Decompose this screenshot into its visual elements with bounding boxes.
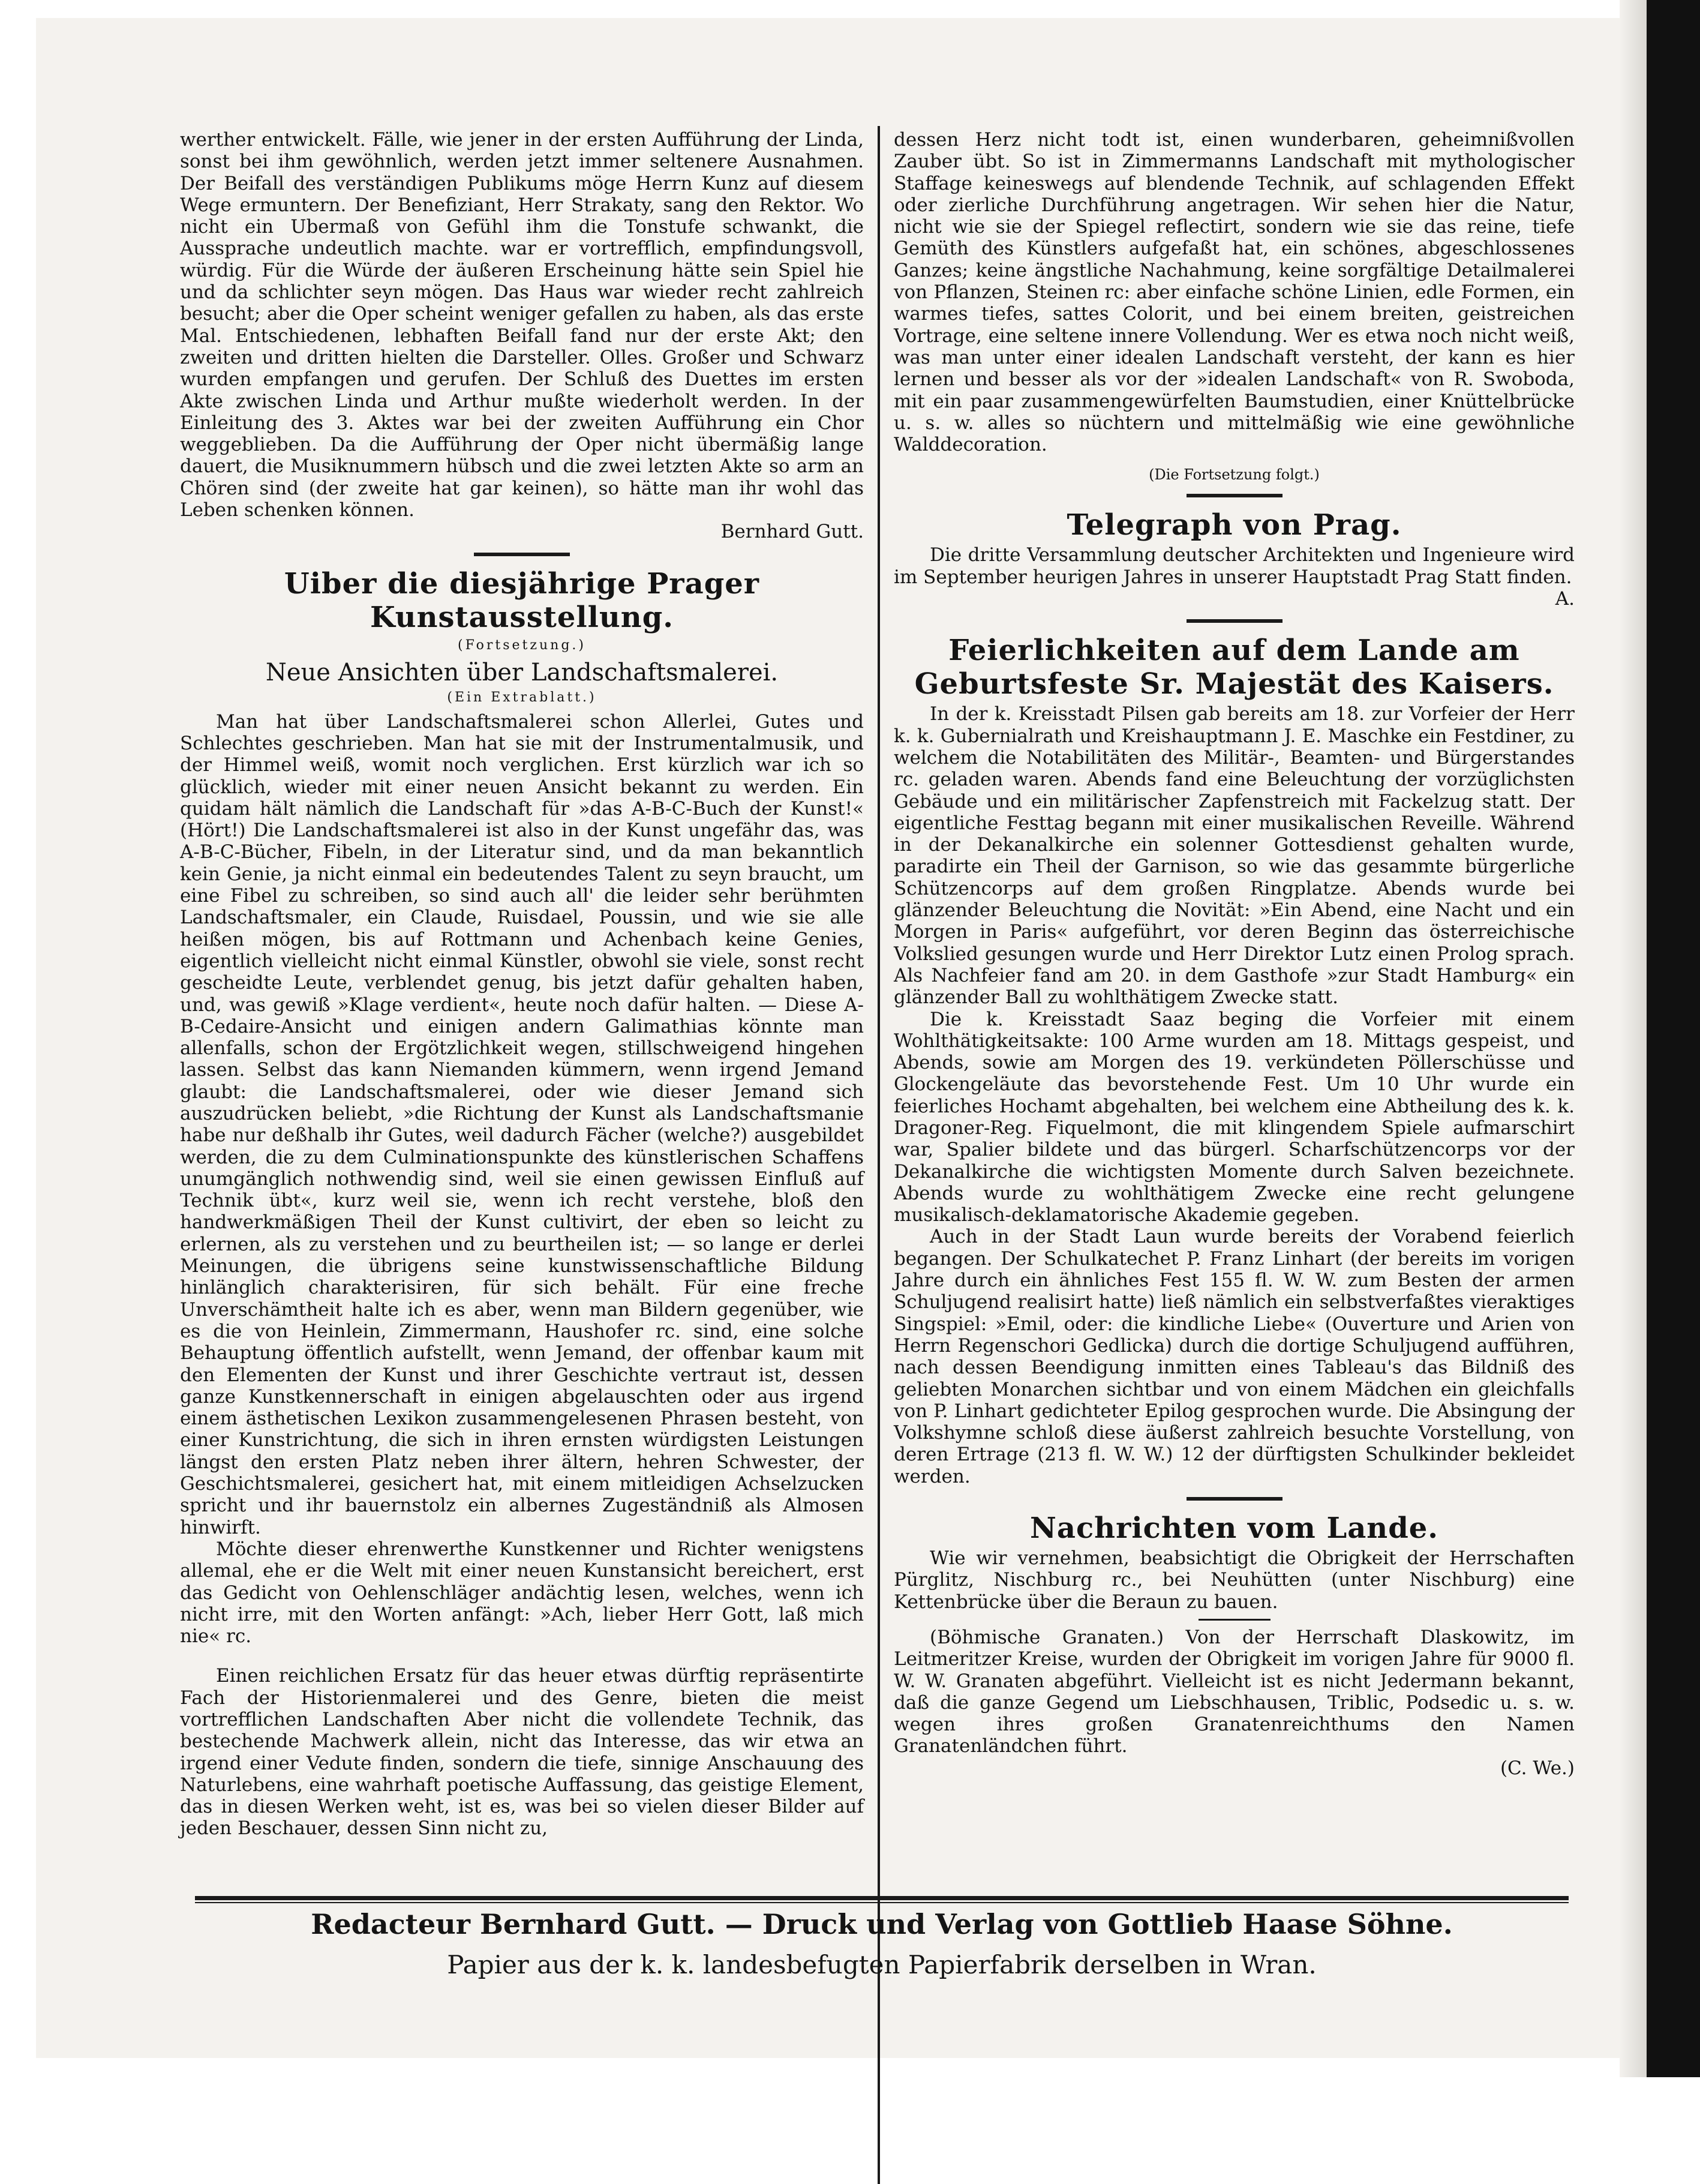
telegraph-signature: A. [1555, 588, 1575, 610]
scan-border [1647, 0, 1700, 2077]
telegraph-text: Die dritte Versammlung deutscher Architekten und Ingenieure wird im September heurigen Jahres in unserer Hauptstadt Prag Statt finden. [894, 544, 1575, 588]
continuation-note: (Die Fortsetzung folgt.) [1149, 466, 1320, 484]
celebration-paragraph: Die k. Kreisstadt Saaz beging die Vorfeier mit einem Wohlthätigkeitsakte: 100 Arme wurden am 18. Mittags gespeist, und Abends, sowie am Morgen des 19. verkündeten Pöllerschüsse und Glockengeläute das bevorstehende Fest. Um 10 Uhr wurde ein feierliches Hochamt abgehalten, bei welchem eine Abtheilung des k. k. Dragoner-Reg. Fiquelmont, die mit klingendem Spiele aufmarschirt war, Spalier bildete und das bürgerl. Scharfschützencorps vor der Dekanalkirche die wichtigsten Momente durch Salven bezeichnete. Abends wurde zu wohlthätigem Zwecke eine recht gelungene musikalisch-deklamatorische Akademie gegeben. [894, 1008, 1575, 1226]
small-rule [1199, 1619, 1271, 1621]
section-rule [1187, 619, 1282, 623]
article-heading: Uiber die diesjährige Prager Kunstausstellung. [284, 566, 760, 634]
celebration-heading: Feierlichkeiten auf dem Lande am Geburtsfeste Sr. Majestät des Kaisers. [914, 634, 1554, 701]
news-heading: Nachrichten vom Lande. [1029, 1511, 1439, 1546]
footer-rule [195, 1896, 1569, 1900]
imprint-editor: Redacteur Bernhard Gutt. — Druck und Verlag von Gottlieb Haase Söhne. [311, 1908, 1453, 1940]
section-rule [1187, 494, 1282, 497]
celebration-paragraph: Auch in der Stadt Laun wurde bereits der Vorabend feierlich begangen. Der Schulkatechet P. Franz Linhart (der bereits im vorigen Jahre durch ein ähnliches Fest 155 fl. W. W. zum Besten der armen Schuljugend realisirt hatte) ließ nämlich ein selbstverfaßtes vieraktiges Singspiel: »Emil, oder: die kindliche Liebe« (Ouverture und Arien von Herrn Regenschori Gedlicka) durch die dortige Schuljugend aufführen, nach dessen Beendigung inmitten eines Tableau's das Bildniß des geliebten Monarchen sichtbar und von einem Mädchen ein gleichfalls von P. Linhart gedichteter Epilog gesprochen wurde. Die Absingung der Volkshymne schloß diese äußerst zahlreich besuchte Vorstellung, von deren Ertrage (213 fl. W. W.) 12 der dürftigsten Schulkinder bekleidet werden. [894, 1226, 1575, 1487]
extra-note: (Ein Extrablatt.) [447, 689, 597, 705]
opera-review-text: werther entwickelt. Fälle, wie jener in der ersten Aufführung der Linda, sonst bei ihm gewöhnlich, werden jetzt immer seltenere Ausnahmen. Der Beifall des verständigen Publikums möge Herrn Kunz auf diesem Wege ermuntern. Der Benefiziant, Herr Strakaty, sang den Rektor. Wo nicht ein Ubermaß von Gefühl ihm die Tonstufe schwankt, die Aussprache undeutlich machte. war er vortrefflich, empfindungsvoll, würdig. Für die Würde der äußeren Erscheinung hätte sein Spiel hie und da schlichter seyn mögen. Das Haus war wieder recht zahlreich besucht; aber die Oper scheint weniger gefallen zu haben, als das erste Mal. Entschiedenen, lebhaften Beifall fand nur der erste Akt; den zweiten und dritten hielten die Darsteller. Olles. Großer und Schwarz wurden empfangen und gerufen. Der Schluß des Duettes im ersten Akte zwischen Linda und Arthur mußte wiederholt werden. In der Einleitung des 3. Aktes war bei der zweiten Aufführung ein Chor weggeblieben. Da die Aufführung der Oper nicht übermäßig lange dauert, die Musiknummern hübsch und die zwei letzten Akte so arm an Chören sind (der zweite hat gar keinen), so hätte man ihr wohl das Leben schenken können. [180, 129, 864, 521]
section-rule [1187, 1497, 1282, 1501]
page-edge-shadow [1620, 0, 1647, 2077]
signature-row [894, 588, 1575, 610]
news-paragraph: (Böhmische Granaten.) Von der Herrschaft Dlaskowitz, im Leitmeritzer Kreise, wurden der Obrigkeit im vorigen Jahre für 9000 fl. W. W. Granaten abgeführt. Vielleicht ist es nicht Jedermann bekannt, daß die ganze Gegend um Liebschhausen, Triblic, Podsedic u. s. w. wegen ihres großen Granatenreichthums den Namen Granatenländchen führt. [894, 1626, 1575, 1757]
article-paragraph: Einen reichlichen Ersatz für das heuer etwas dürftig repräsentirte Fach der Historienmalerei und des Genre, bieten die meist vortrefflichen Landschaften Aber nicht die vollendete Technik, das bestechende Machwerk allein, nicht das Interesse, das wir etwa an irgend einer Vedute finden, sondern die tiefe, sinnige Anschauung des Naturlebens, eine wahrhaft poetische Auffassung, das geistige Element, das in diesen Werken weht, ist es, was bei so vielen dieser Bilder auf jeden Beschauer, dessen Sinn nicht zu, [180, 1665, 864, 1840]
signature-row [894, 1757, 1575, 1779]
imprint-paper: Papier aus der k. k. landesbefugten Papierfabrik derselben in Wran. [447, 1950, 1317, 1979]
article-paragraph: dessen Herz nicht todt ist, einen wunderbaren, geheimnißvollen Zauber übt. So ist in Zimmermanns Landschaft mit mythologischer Staffage keineswegs auf blendende Technik, auf schlagenden Effekt oder zierliche Durchführung angetragen. Wir sehen hier die Natur, nicht wie sie der Spiegel reflectirt, sondern wie sie das reine, tiefe Gemüth des Künstlers aufgefaßt hat, ein schönes, abgeschlossenes Ganzes; keine ängstliche Nachahmung, keine sorgfältige Detailmalerei von Pflanzen, Steinen rc: aber einfache schöne Linien, edle Formen, ein warmes tiefes, sattes Colorit, und bei einem breiten, geistreichen Vortrage, eine seltene innere Vollendung. Wer es etwa noch nicht weiß, was man unter einer idealen Landschaft versteht, der kann es hier lernen und besser als vor der »idealen Landschaft« von R. Swoboda, mit ein paar zusammengewürfelten Baumstudien, einer Knüttelbrücke u. s. w. alles so nüchtern und mittelmäßig wie eine gewöhnliche Walddecoration. [894, 129, 1575, 456]
article-subheading: Neue Ansichten über Landschaftsmalerei. [265, 658, 779, 686]
signature-row [180, 521, 864, 542]
article-paragraph: Möchte dieser ehrenwerthe Kunstkenner und Richter wenigstens allemal, ehe er die Welt mit einer neuen Kunstansicht bereichert, erst das Gedicht von Oehlenschläger andächtig lesen, welches, wenn ich nicht irre, mit den Worten anfängt: »Ach, lieber Herr Gott, laß mich nie« rc. [180, 1538, 864, 1648]
column-divider [878, 126, 880, 2184]
news-signature: (C. We.) [1500, 1757, 1575, 1779]
article-paragraph: Man hat über Landschaftsmalerei schon Allerlei, Gutes und Schlechtes geschrieben. Man hat sie mit der Instrumentalmusik, und der Himmel weiß, womit noch verglichen. Erst kürzlich war ich so glücklich, wieder mit einer neuen Ansicht bekannt zu werden. Ein quidam hält nämlich die Landschaft für »das A-B-C-Buch der Kunst!« (Hört!) Die Landschaftsmalerei ist also in der Kunst ungefähr das, was A-B-C-Bücher, Fibeln, in der Literatur sind, und da man bekanntlich kein Genie, ja nicht einmal ein bedeutendes Talent zu seyn braucht, um eine Fibel zu schreiben, so sind auch all' die leider sehr berühmten Landschaftsmaler, ein Claude, Ruisdael, Poussin, und wie sie alle heißen mögen, bis auf Rottmann und Achenbach keine Genies, eigentlich vielleicht nicht einmal Künstler, obwohl sie viele, sonst recht gescheidte Leute, verblendet genug, bis jetzt dafür gehalten haben, und, was gewiß »Klage verdient«, heute noch dafür halten. — Diese A-B-Cedaire-Ansicht und einigen andern Galimathias könnte man allenfalls, schon der Ergötzlichkeit wegen, stillschweigend hingehen lassen. Selbst das kann Niemanden kümmern, wenn irgend Jemand glaubt: die Landschaftsmalerei, oder wie dieser Jemand sich auszudrücken beliebt, »die Richtung der Kunst als Landschaftsmanie habe nur deßhalb ihr Gutes, weil dadurch Fächer (welche?) ausgebildet werden, die zu dem Culminationspunkte des künstlerischen Schaffens unumgänglich nothwendig sind, weil sie einen gewissen Einfluß auf Technik übt«, kurz weil sie, wenn ich recht verstehe, bloß den handwerkmäßigen Theil der Kunst cultivirt, der eben so leicht zu erlernen, als zu verstehen und zu beurtheilen ist; — so lange er derlei Meinungen, die übrigens seine kunstwissenschaftliche Bildung hinlänglich charakterisiren, für sich behält. Für eine freche Unverschämtheit halte ich es aber, wenn man Bildern gegenüber, wie es die von Heinlein, Zimmermann, Haushofer rc. sind, eine solche Behauptung öffentlich aufstellt, wenn Jemand, der offenbar kaum mit den Elementen der Kunst und ihrer Geschichte vertraut ist, dessen ganze Kunstkennerschaft in einigen abgelauschten oder aus irgend einem ästhetischen Lexikon zusammengelesenen Phrasen besteht, von einer Kunstrichtung, die sich in ihren ernsten würdigsten Leistungen längst den ersten Platz neben ihrer ältern, hehren Schwester, der Geschichtsmalerei, gesichert hat, mit einem mitleidigen Achselzucken spricht und ihr bauernstolz ein albernes Zugeständniß als Almosen hinwirft. [180, 710, 864, 1538]
left-column [180, 129, 864, 1840]
celebration-paragraph: In der k. Kreisstadt Pilsen gab bereits am 18. zur Vorfeier der Herr k. k. Gubernialrath und Kreishauptmann J. E. Maschke ein Festdiner, zu welchem die Notabilitäten des Militär-, Beamten- und Bürgerstandes rc. geladen waren. Abends fand eine Beleuchtung der vorzüglichsten Gebäude und ein militärischer Zapfenstreich mit Fackelzug statt. Der eigentliche Festtag begann mit einer musikalischen Reveille. Während in der Dekanalkirche ein solenner Gottesdienst gehalten wurde, paradirte ein Theil der Garnison, so wie das gesammte bürgerliche Schützencorps auf dem großen Ringplatze. Abends wurde bei glänzender Beleuchtung die Novität: »Ein Abend, eine Nacht und ein Morgen in Paris« aufgeführt, vor deren Beginn das österreichische Volkslied gesungen wurde und Herr Direktor Lutz einen Prolog sprach. Als Nachfeier fand am 20. in dem Gasthofe »zur Stadt Hamburg« ein glänzender Ball zu wohlthätigem Zwecke statt. [894, 703, 1575, 1009]
telegraph-heading: Telegraph von Prag. [1067, 508, 1402, 542]
right-column [894, 129, 1575, 1779]
author-signature: Bernhard Gutt. [720, 521, 864, 543]
section-rule [474, 553, 570, 556]
footer-rule-thin [195, 1902, 1569, 1903]
continuation-note: (Fortsetzung.) [458, 637, 586, 653]
news-paragraph: Wie wir vernehmen, beabsichtigt die Obrigkeit der Herrschaften Pürglitz, Nischburg rc., bei Neuhütten (unter Nischburg) eine Kettenbrücke über die Beraun zu bauen. [894, 1547, 1575, 1613]
